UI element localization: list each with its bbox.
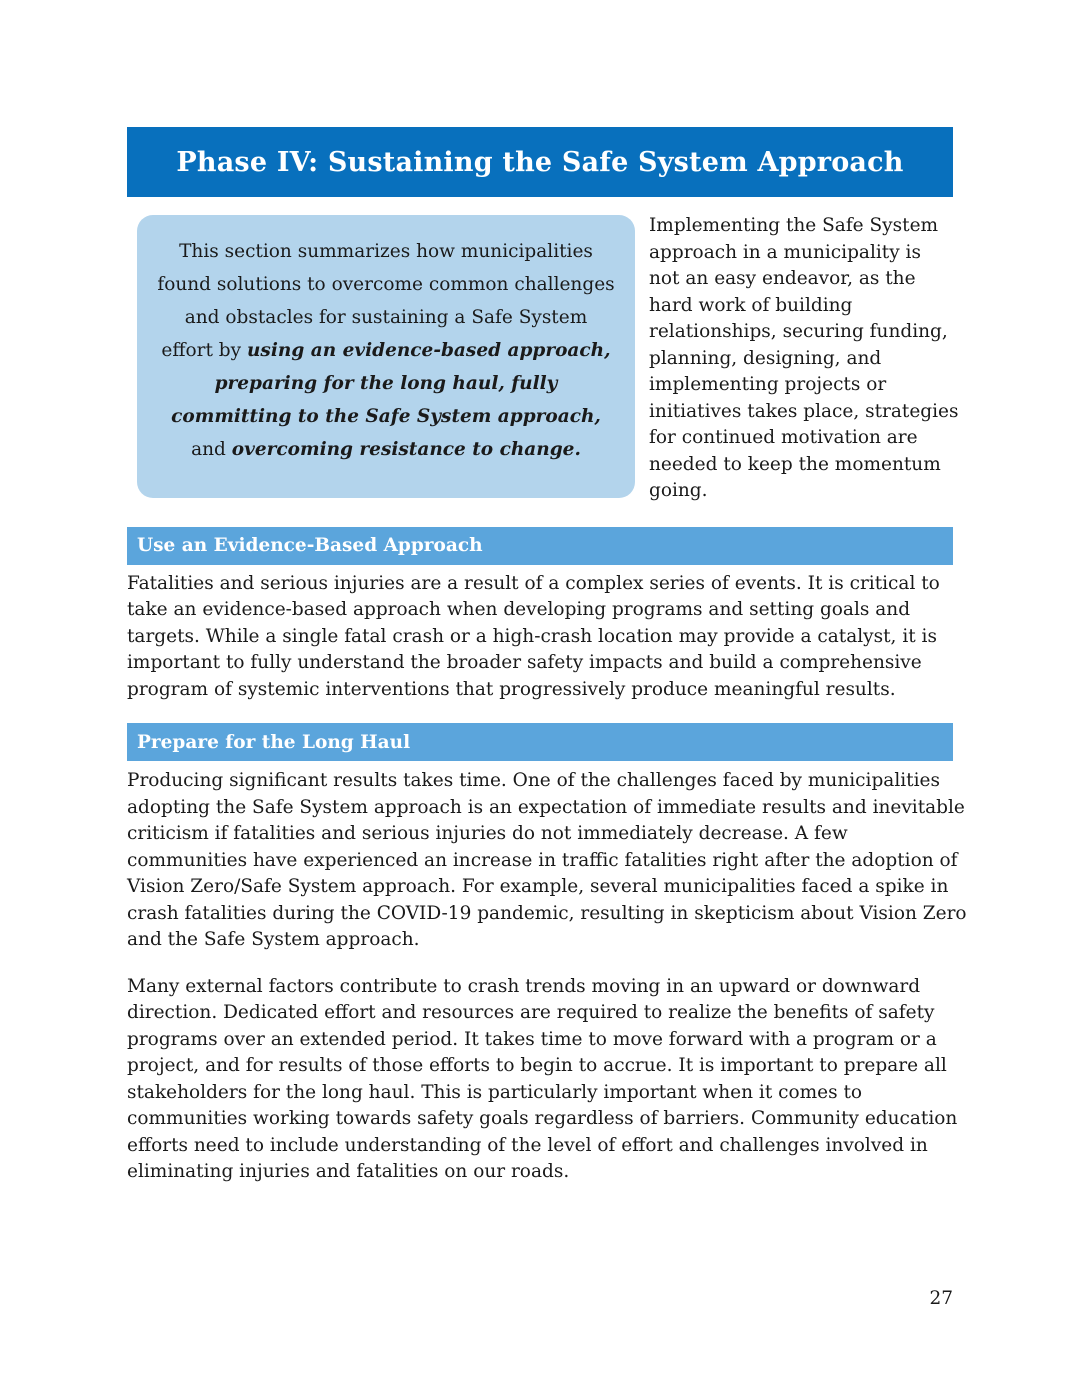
summary-callout <box>137 215 635 498</box>
section-bar-evidence <box>127 527 953 565</box>
text-line: adopting the Safe System approach is an expectation of immediate results and inevitable <box>127 796 965 818</box>
text-line: relationships, securing funding, <box>649 321 948 342</box>
intro-paragraph <box>649 213 959 505</box>
phase-title: Phase IV: Sustaining the Safe System Approach <box>176 146 904 178</box>
text-line: needed to keep the momentum <box>649 453 941 475</box>
callout-lead-text: This section summarizes how municipalities found solutions to overcome common challenges and obstacles for sustaining a Safe System effort by <box>157 241 615 361</box>
text-line: efforts need to include understanding of the level of effort and challenges involved in <box>127 1134 928 1156</box>
callout-joiner-text: and <box>191 439 232 460</box>
long-haul-paragraph-1 <box>127 768 967 954</box>
text-line: and the Safe System approach. <box>127 929 420 950</box>
text-line: Vision Zero/Safe System approach. For example, several municipalities faced a spike in <box>127 876 949 897</box>
text-line: for continued motivation are <box>649 427 918 448</box>
page-number: 27 <box>929 1288 953 1309</box>
evidence-paragraph <box>127 571 953 704</box>
text-line: going. <box>649 480 708 501</box>
text-line: take an evidence-based approach when developing programs and setting goals and <box>127 599 911 620</box>
long-haul-paragraph-2 <box>127 974 958 1186</box>
text-line: stakeholders for the long haul. This is particularly important when it comes to <box>127 1081 863 1103</box>
text-line: communities have experienced an increase in traffic fatalities right after the adoption of <box>127 849 958 871</box>
text-line: implementing projects or <box>649 374 887 395</box>
text-line: communities working towards safety goals regardless of barriers. Community education <box>127 1108 958 1129</box>
text-line: eliminating injuries and fatalities on our roads. <box>127 1161 570 1182</box>
text-line: not an easy endeavor, as the <box>649 268 916 289</box>
section-bar-long-haul <box>127 723 953 761</box>
text-line: programs over an extended period. It takes time to move forward with a program or a <box>127 1028 937 1050</box>
text-line: important to fully understand the broader safety impacts and build a comprehensive <box>127 652 922 673</box>
text-line: Fatalities and serious injuries are a result of a complex series of events. It is critical to <box>127 572 940 594</box>
text-line: criticism if fatalities and serious injuries do not immediately decrease. A few <box>127 823 848 844</box>
text-line: crash fatalities during the COVID-19 pandemic, resulting in skepticism about Vision Zero <box>127 902 967 924</box>
text-line: Many external factors contribute to crash trends moving in an upward or downward <box>127 975 921 997</box>
text-line: direction. Dedicated effort and resources are required to realize the benefits of safety <box>127 1002 935 1023</box>
callout-emphasis-1: using an evidence-based approach, preparing for the long haul, fully committing to the Safe System approach, <box>171 340 611 427</box>
callout-emphasis-2: overcoming resistance to change. <box>231 439 581 460</box>
text-line: program of systemic interventions that progressively produce meaningful results. <box>127 678 896 700</box>
phase-banner <box>127 127 953 197</box>
text-line: Implementing the Safe System <box>649 215 939 236</box>
section-heading-long-haul: Prepare for the Long Haul <box>137 731 411 753</box>
text-line: targets. While a single fatal crash or a high-crash location may provide a catalyst, it is <box>127 625 937 647</box>
text-line: project, and for results of those efforts to begin to accrue. It is important to prepare all <box>127 1055 947 1076</box>
intro-row <box>127 215 959 505</box>
text-line: planning, designing, and <box>649 347 882 369</box>
section-heading-evidence: Use an Evidence-Based Approach <box>137 535 483 556</box>
text-line: approach in a municipality is <box>649 241 921 263</box>
page-content <box>127 127 967 1186</box>
text-line: initiatives takes place, strategies <box>649 400 959 422</box>
text-line: Producing significant results takes time. One of the challenges faced by municipalities <box>127 770 940 791</box>
text-line: hard work of building <box>649 294 853 316</box>
